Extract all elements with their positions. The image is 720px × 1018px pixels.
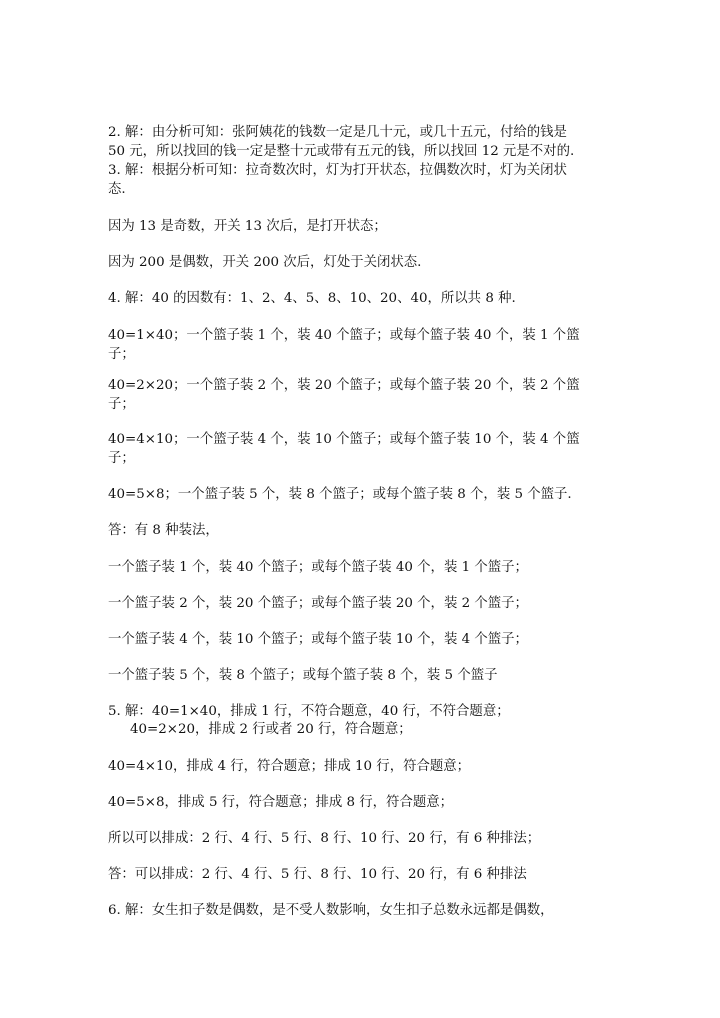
text-line: 一个篮子装 5 个，装 8 个篮子；或每个篮子装 8 个，装 5 个篮子 (108, 668, 498, 683)
text-line: 一个篮子装 2 个，装 20 个篮子；或每个篮子装 20 个，装 2 个篮子； (108, 596, 528, 611)
text-line: 3. 解：根据分析可知：拉奇数次时，灯为打开状态，拉偶数次时，灯为关闭状 (108, 163, 567, 178)
text-line: 4. 解：40 的因数有：1、2、4、5、8、10、20、40，所以共 8 种. (108, 291, 516, 306)
text-line: 40=1×40；一个篮子装 1 个，装 40 个篮子；或每个篮子装 40 个，装 1 个篮 (108, 328, 580, 343)
text-line: 所以可以排成：2 行、4 行、5 行、8 行、10 行、20 行，有 6 种排法； (108, 831, 541, 846)
text-line: 5. 解：40=1×40，排成 1 行，不符合题意，40 行，不符合题意； (108, 704, 510, 719)
text-line: 50 元，所以找回的钱一定是整十元或带有五元的钱，所以找回 12 元是不对的. (108, 144, 575, 159)
text-line: 6. 解：女生扣子数是偶数，是不受人数影响，女生扣子总数永远都是偶数， (108, 903, 554, 918)
text-line: 因为 200 是偶数，开关 200 次后，灯处于关闭状态. (108, 255, 422, 270)
text-line: 子； (108, 451, 135, 466)
text-line: 40=2×20，排成 2 行或者 20 行，符合题意； (130, 722, 412, 737)
text-line: 答：可以排成：2 行、4 行、5 行、8 行、10 行、20 行，有 6 种排法 (108, 867, 527, 882)
text-line: 态. (108, 182, 126, 197)
text-line: 因为 13 是奇数，开关 13 次后，是打开状态； (108, 219, 387, 234)
text-line: 子； (108, 347, 135, 362)
text-line: 子； (108, 397, 135, 412)
text-line: 一个篮子装 4 个，装 10 个篮子；或每个篮子装 10 个，装 4 个篮子； (108, 632, 528, 647)
text-line: 40=4×10；一个篮子装 4 个，装 10 个篮子；或每个篮子装 10 个，装 4 个篮 (108, 432, 580, 447)
text-line: 40=4×10，排成 4 行，符合题意；排成 10 行，符合题意； (108, 759, 471, 774)
text-line: 40=5×8；一个篮子装 5 个，装 8 个篮子；或每个篮子装 8 个，装 5 个篮子. (108, 487, 572, 502)
text-line: 答：有 8 种装法， (108, 523, 219, 538)
text-line: 40=2×20；一个篮子装 2 个，装 20 个篮子；或每个篮子装 20 个，装 2 个篮 (108, 378, 580, 393)
text-line: 一个篮子装 1 个，装 40 个篮子；或每个篮子装 40 个，装 1 个篮子； (108, 560, 528, 575)
text-line: 40=5×8，排成 5 行，符合题意；排成 8 行，符合题意； (108, 795, 454, 810)
text-line: 2. 解：由分析可知：张阿姨花的钱数一定是几十元，或几十五元，付给的钱是 (108, 125, 567, 140)
